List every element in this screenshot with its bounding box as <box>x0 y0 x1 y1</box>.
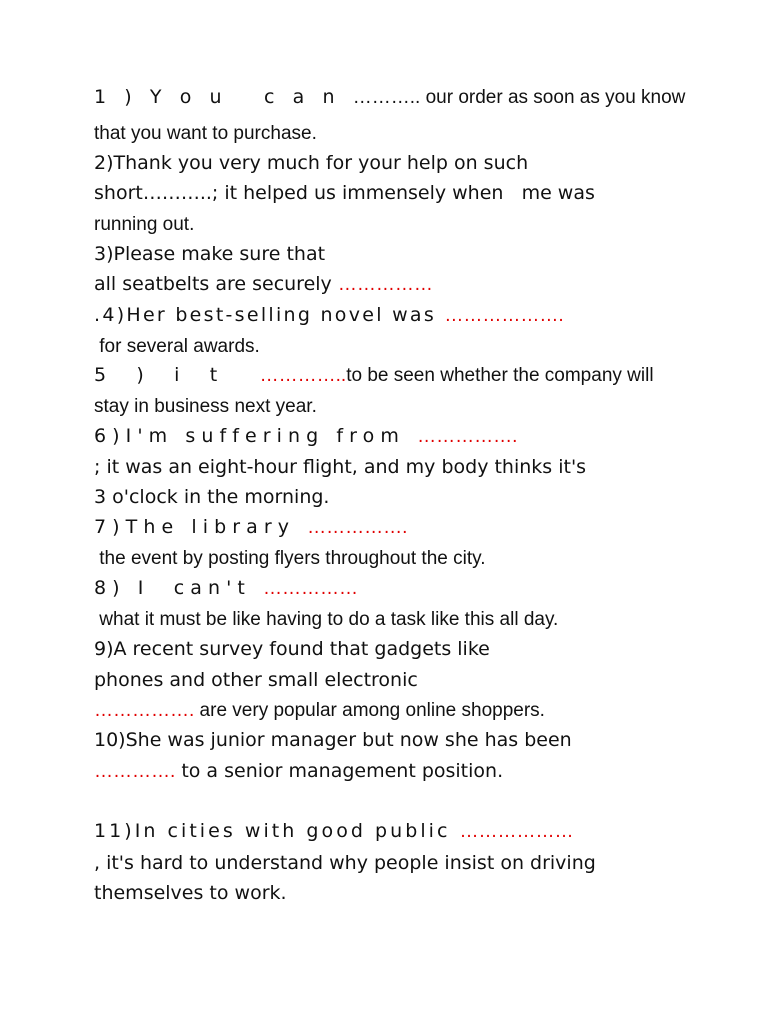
question-2-line-3: running out. <box>94 214 195 235</box>
question-6-line-3: 3 o'clock in the morning. <box>94 486 330 508</box>
question-1-lead: 1 ) Y o u c a n <box>94 86 353 108</box>
question-7-text: 7)The library <box>94 516 308 538</box>
question-3-line-2 <box>94 275 433 294</box>
question-2-line-1: 2)Thank you very much for your help on such <box>94 152 529 174</box>
question-9-text: are very popular among online shoppers. <box>194 700 545 721</box>
question-2-line-2: short………..; it helped us immensely when me was <box>94 182 595 204</box>
question-8-line-2: what it must be like having to do a task like this all day. <box>94 609 559 630</box>
question-1-line-1 <box>94 88 685 107</box>
question-5-text: to be seen whether the company will <box>346 365 654 386</box>
question-4-line-2: for several awards. <box>94 336 260 357</box>
question-6-text: 6)I'm suffering from <box>94 425 418 447</box>
question-11-line-2: , it's hard to understand why people insist on driving <box>94 852 596 874</box>
question-8-line-1 <box>94 579 358 598</box>
question-4-line-1 <box>94 306 564 325</box>
question-6-line-1 <box>94 427 517 446</box>
question-10-blank: …………. <box>94 761 176 782</box>
question-3-line-1: 3)Please make sure that <box>94 243 326 265</box>
question-11-line-3: themselves to work. <box>94 882 287 904</box>
question-8-blank: …………… <box>263 578 359 599</box>
question-6-blank: ……………. <box>417 426 518 447</box>
question-10-line-2 <box>94 762 503 781</box>
question-9-line-2: phones and other small electronic <box>94 669 418 691</box>
question-1-text: ……….. our order as soon as you know <box>352 87 686 108</box>
question-9-line-3 <box>94 701 545 720</box>
question-4-text: .4)Her best-selling novel was <box>94 304 445 326</box>
question-7-line-2: the event by posting flyers throughout the city. <box>94 548 486 569</box>
question-3-blank: …………… <box>337 274 433 295</box>
question-7-blank: ……………. <box>307 517 408 538</box>
question-6-line-2: ; it was an eight-hour flight, and my body thinks it's <box>94 456 587 478</box>
question-5-lead: 5 ) i t <box>94 364 260 386</box>
question-4-blank: ………………. <box>444 305 564 326</box>
question-8-text: 8) I can't <box>94 577 264 599</box>
question-9-line-1: 9)A recent survey found that gadgets like <box>94 638 490 660</box>
question-11-line-1 <box>94 822 574 841</box>
question-5-line-1 <box>94 366 654 385</box>
question-9-blank: ……………. <box>94 700 195 721</box>
question-10-line-1: 10)She was junior manager but now she has been <box>94 729 572 751</box>
question-7-line-1 <box>94 518 407 537</box>
question-11-blank: ……………… <box>459 821 574 842</box>
question-11-text: 11)In cities with good public <box>94 820 460 842</box>
question-3-text: all seatbelts are securely <box>94 273 338 295</box>
question-10-text: to a senior management position. <box>175 760 504 782</box>
question-5-line-2: stay in business next year. <box>94 396 317 417</box>
question-5-blank: ………….. <box>259 365 347 386</box>
question-1-line-2: that you want to purchase. <box>94 123 317 144</box>
